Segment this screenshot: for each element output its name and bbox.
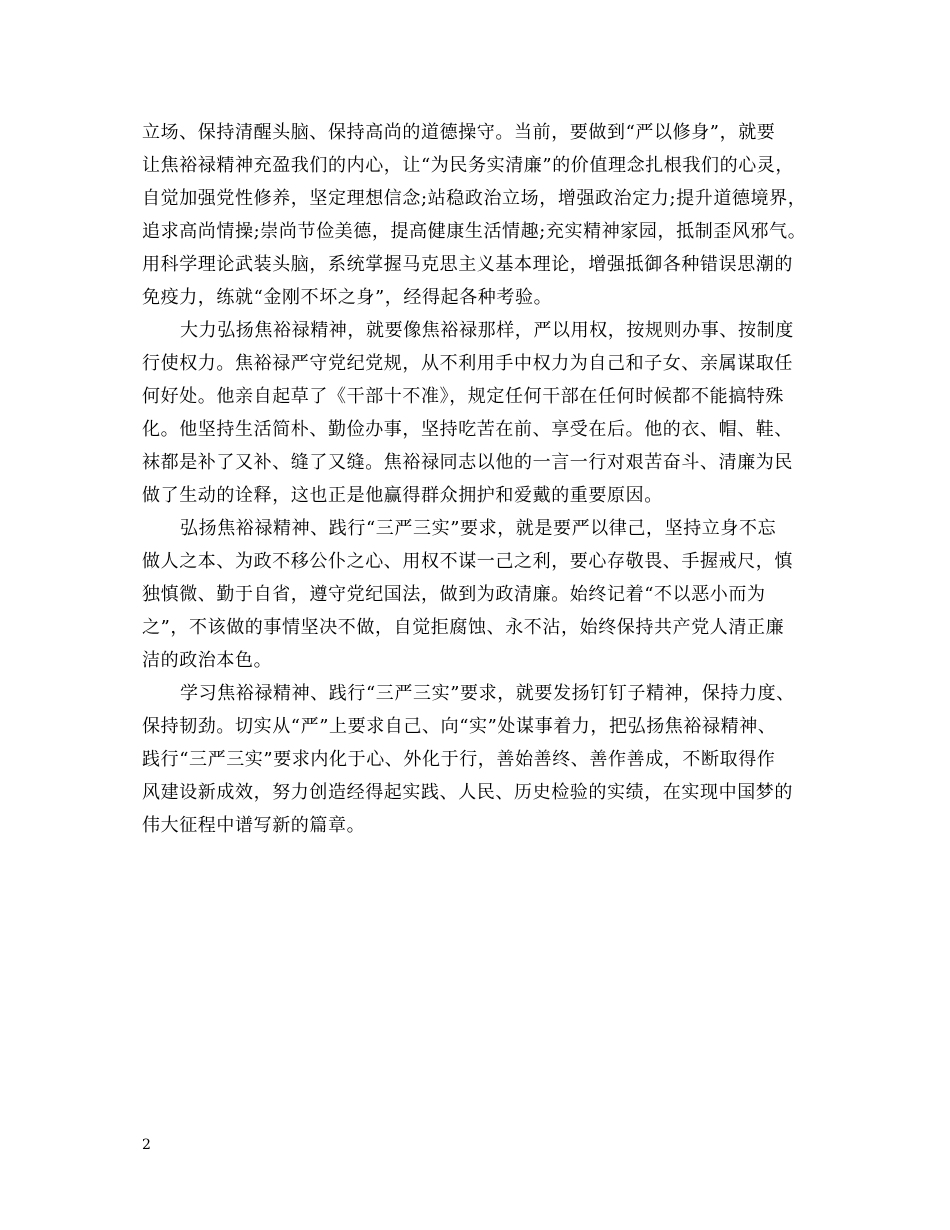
text-line: 风建设新成效，努力创造经得起实践、人民、历史检验的实绩，在实现中国梦的 <box>142 782 793 803</box>
text-line: 践行“三严三实”要求内化于心、外化于行，善始善终、善作善成，不断取得作 <box>142 749 776 770</box>
text-line: 免疫力，练就“金刚不坏之身”，经得起各种考验。 <box>142 287 553 308</box>
paragraph-3 <box>142 512 822 677</box>
text-line: 保持韧劲。切实从“严”上要求自己、向“实”处谋事着力，把弘扬焦裕禄精神、 <box>142 716 777 737</box>
paragraph-1 <box>142 116 822 314</box>
text-line: 何好处。他亲自起草了《干部十不准》，规定任何干部在任何时候都不能搞特殊 <box>142 386 784 407</box>
text-line: 学习焦裕禄精神、践行“三严三实”要求，就要发扬钉钉子精神，保持力度、 <box>180 683 795 704</box>
text-line: 弘扬焦裕禄精神、践行“三严三实”要求，就是要严以律己，坚持立身不忘 <box>180 518 777 539</box>
text-line: 之”，不该做的事情坚决不做，自觉拒腐蚀、永不沾，始终保持共产党人清正廉 <box>142 617 785 638</box>
text-line: 追求高尚情操;崇尚节俭美德，提高健康生活情趣;充实精神家园，抵制歪风邪气。 <box>142 221 807 242</box>
text-line: 做人之本、为政不移公仆之心、用权不谋一己之利，要心存敬畏、手握戒尺，慎 <box>142 551 793 572</box>
text-line: 立场、保持清醒头脑、保持高尚的道德操守。当前，要做到“严以修身”，就要 <box>142 122 776 143</box>
text-line: 用科学理论武装头脑，系统掌握马克思主义基本理论，增强抵御各种错误思潮的 <box>142 254 793 275</box>
text-line: 袜都是补了又补、缝了又缝。焦裕禄同志以他的一言一行对艰苦奋斗、清廉为民 <box>142 452 793 473</box>
text-line: 独慎微、勤于自省，遵守党纪国法，做到为政清廉。始终记着“不以恶小而为 <box>142 584 766 605</box>
text-line: 洁的政治本色。 <box>142 650 273 671</box>
text-line: 伟大征程中谱写新的篇章。 <box>142 815 366 836</box>
text-line: 让焦裕禄精神充盈我们的内心，让“为民务实清廉”的价值理念扎根我们的心灵， <box>142 155 795 176</box>
page-number: 2 <box>142 1137 151 1153</box>
paragraph-2 <box>142 314 822 512</box>
text-line: 大力弘扬焦裕禄精神，就要像焦裕禄那样，严以用权，按规则办事、按制度 <box>180 320 794 341</box>
text-line: 做了生动的诠释，这也正是他赢得群众拥护和爱戴的重要原因。 <box>142 485 663 506</box>
text-line: 化。他坚持生活简朴、勤俭办事，坚持吃苦在前、享受在后。他的衣、帽、鞋、 <box>142 419 793 440</box>
document-body <box>142 116 822 842</box>
text-line: 自觉加强党性修养，坚定理想信念;站稳政治立场，增强政治定力;提升道德境界， <box>142 188 807 209</box>
paragraph-4 <box>142 677 822 842</box>
text-line: 行使权力。焦裕禄严守党纪党规，从不利用手中权力为自己和子女、亲属谋取任 <box>142 353 793 374</box>
